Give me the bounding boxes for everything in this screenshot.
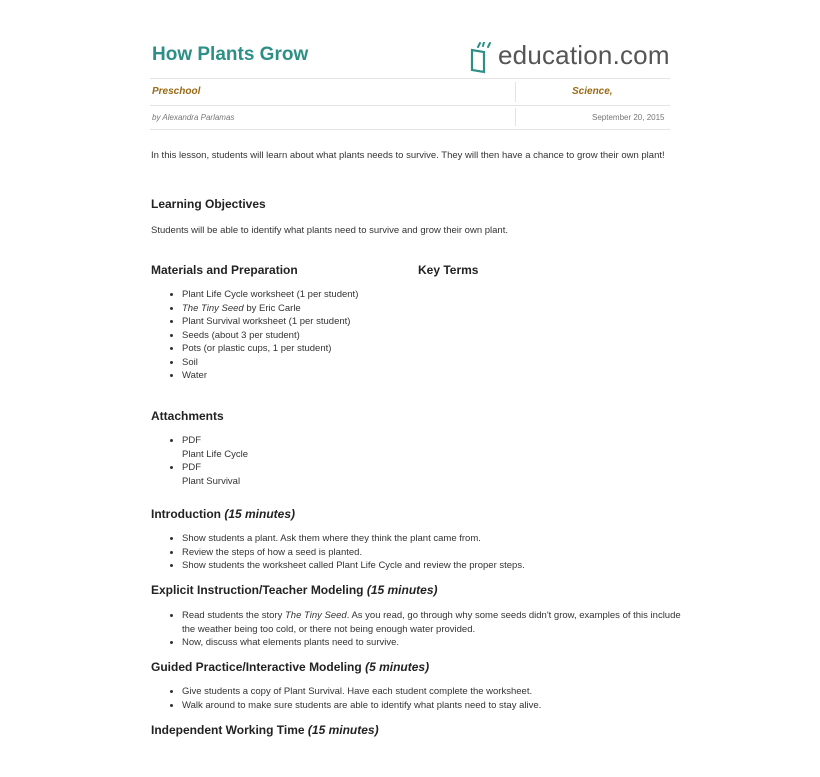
section-title: Explicit Instruction/Teacher Modeling: [151, 583, 364, 597]
page-title: How Plants Grow: [152, 44, 309, 65]
learning-objectives-text: Students will be able to identify what plants need to survive and grow their own plant.: [151, 225, 508, 236]
guided-practice-heading: [151, 660, 429, 674]
materials-list: [166, 288, 682, 383]
divider: [150, 78, 670, 79]
section-title: Guided Practice/Interactive Modeling: [151, 660, 362, 674]
item-text: Plant Life Cycle worksheet (1 per student): [182, 289, 359, 300]
list-item: [182, 636, 682, 650]
grade-label[interactable]: Preschool: [152, 86, 201, 97]
key-terms-heading: Key Terms: [418, 263, 479, 277]
attachment-name[interactable]: Plant Life Cycle: [182, 448, 249, 460]
attachment-item[interactable]: [182, 461, 682, 488]
introduction-list: [166, 532, 682, 573]
item-text: Read students the story: [182, 610, 285, 621]
list-item: [182, 609, 682, 636]
list-item: [182, 342, 682, 356]
list-item: [182, 329, 682, 343]
divider: [150, 129, 670, 130]
list-item: [182, 356, 682, 370]
independent-working-heading: [151, 723, 379, 737]
learning-objectives-heading: Learning Objectives: [151, 197, 266, 211]
attachments-list: [166, 434, 682, 488]
publish-date: September 20, 2015: [592, 113, 665, 122]
section-title: Independent Working Time: [151, 723, 305, 737]
logo-tld: .com: [612, 40, 670, 70]
divider: [515, 82, 516, 102]
list-item: [182, 302, 682, 316]
section-duration: (5 minutes): [365, 660, 430, 674]
explicit-instruction-list: [166, 609, 682, 650]
item-text: Plant Survival worksheet (1 per student): [182, 316, 351, 327]
divider: [150, 105, 670, 106]
section-duration: (15 minutes): [307, 723, 379, 737]
attachment-type: • PDF: [182, 462, 201, 473]
attachment-item[interactable]: [182, 434, 682, 461]
item-text: Now, discuss what elements plants need to survive.: [182, 637, 400, 648]
materials-heading: Materials and Preparation: [151, 263, 298, 277]
subject-label[interactable]: Science,: [572, 86, 613, 97]
item-text: Seeds (about 3 per student): [182, 329, 300, 341]
attachment-name[interactable]: Plant Survival: [182, 475, 241, 487]
list-item: • Walk around to make sure students are able to identify what plants need to stay alive.: [182, 699, 682, 713]
item-text: Soil: [182, 356, 198, 368]
introduction-heading: [151, 507, 295, 521]
list-item: • Review the steps of how a seed is planted.: [182, 546, 682, 560]
logo-wordmark: [498, 40, 670, 71]
section-duration: (15 minutes): [366, 583, 438, 597]
attachment-type: • PDF: [182, 435, 201, 446]
intro-paragraph: In this lesson, students will learn about what plants needs to survive. They will then have a chance to grow their own plant!: [151, 150, 665, 161]
divider: [515, 108, 516, 126]
book-title: The Tiny Seed: [284, 610, 347, 621]
list-item: [182, 369, 682, 383]
list-item: • Show students a plant. Ask them where they think the plant came from.: [182, 532, 682, 546]
section-duration: (15 minutes): [224, 507, 296, 521]
education-com-logo[interactable]: [468, 40, 678, 74]
item-text: by Eric Carle: [243, 302, 301, 314]
book-title: The Tiny Seed: [182, 302, 244, 314]
item-text: . As you read, go through why some seeds didn't grow, examples of this include the weather being too cold, or there not being enough water provided.: [182, 610, 681, 635]
list-item: • Give students a copy of Plant Survival. Have each student complete the worksheet.: [182, 685, 682, 699]
guided-practice-list: [166, 685, 682, 712]
item-text: Pots (or plastic cups, 1 per student): [182, 343, 332, 354]
logo-text: education: [498, 40, 613, 70]
attachments-heading: Attachments: [151, 409, 224, 423]
section-title: Introduction: [151, 507, 221, 521]
list-item: • Show students the worksheet called Plant Life Cycle and review the proper steps.: [182, 559, 682, 573]
list-item: [182, 288, 682, 302]
explicit-instruction-heading: [151, 583, 438, 597]
item-text: Water: [182, 370, 207, 381]
book-logo-icon: [468, 42, 502, 74]
list-item: [182, 315, 682, 329]
author-line: by Alexandra Parlamas: [152, 113, 235, 122]
